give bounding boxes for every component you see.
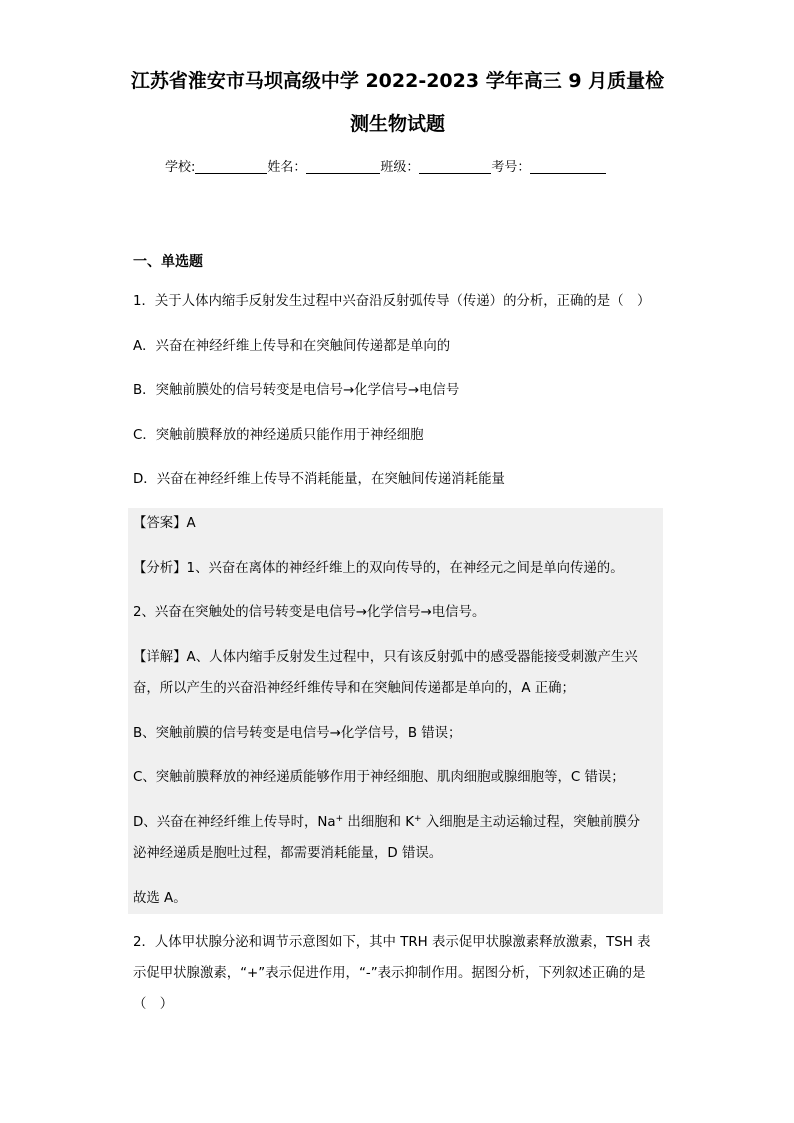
class-blank <box>419 158 491 174</box>
question-1-conclusion: 故选 A。 <box>133 891 187 906</box>
exam-number-blank <box>530 158 606 174</box>
question-1-detail-a-line2: 奋，所以产生的兴奋沿神经纤维传导和在突触间传递都是单向的，A 正确； <box>133 681 575 696</box>
question-1-answer: 【答案】A <box>133 516 196 531</box>
question-2-stem-line1: 2．人体甲状腺分泌和调节示意图如下，其中 TRH 表示促甲状腺激素释放激素，TSH 表 <box>133 935 651 950</box>
question-1-option-a: A．兴奋在神经纤维上传导和在突触间传递都是单向的 <box>133 339 451 354</box>
detail-d-text-2: 出细胞和 K <box>343 815 415 830</box>
question-1-detail-d-line2: 泌神经递质是胞吐过程，都需要消耗能量，D 错误。 <box>133 846 443 861</box>
k-superscript: + <box>414 814 422 824</box>
exam-title-line2: 测生物试题 <box>349 113 445 135</box>
question-1-detail-d-line1 <box>133 813 640 833</box>
na-superscript: + <box>335 814 344 824</box>
question-1-detail-c: C、突触前膜释放的神经递质能够作用于神经细胞、肌肉细胞或腺细胞等，C 错误； <box>133 770 625 785</box>
detail-d-text-1: D、兴奋在神经纤维上传导时，Na <box>133 815 336 830</box>
school-label: 学校: <box>165 160 196 175</box>
question-1-option-b: B．突触前膜处的信号转变是电信号→化学信号→电信号 <box>133 383 460 398</box>
name-blank <box>306 158 380 174</box>
exam-number-label: 考号： <box>491 160 531 175</box>
name-label: 姓名： <box>267 160 307 175</box>
question-2-stem-line3: （ ） <box>133 997 174 1012</box>
question-1-analysis-1: 【分析】1、兴奋在离体的神经纤维上的双向传导的，在神经元之间是单向传递的。 <box>133 561 624 576</box>
question-1-detail-b: B、突触前膜的信号转变是电信号→化学信号，B 错误； <box>133 726 462 741</box>
question-1-option-c: C．突触前膜释放的神经递质只能作用于神经细胞 <box>133 428 424 443</box>
class-label: 班级： <box>380 160 420 175</box>
school-blank <box>195 158 267 174</box>
question-1-option-d: D．兴奋在神经纤维上传导不消耗能量，在突触间传递消耗能量 <box>133 472 505 487</box>
question-1-analysis-2: 2、兴奋在突触处的信号转变是电信号→化学信号→电信号。 <box>133 605 486 620</box>
detail-d-text-3: 入细胞是主动运输过程，突触前膜分 <box>421 815 641 830</box>
exam-title-line1: 江苏省淮安市马坝高级中学 2022-2023 学年高三 9 月质量检 <box>130 70 665 92</box>
question-1-detail-a-line1: 【详解】A、人体内缩手反射发生过程中，只有该反射弧中的感受器能接受刺激产生兴 <box>133 650 638 665</box>
question-2-stem-line2: 示促甲状腺激素，“+”表示促进作用，“-”表示抑制作用。据图分析，下列叙述正确的是 <box>133 966 646 981</box>
question-1-stem: 1．关于人体内缩手反射发生过程中兴奋沿反射弧传导（传递）的分析，正确的是（ ） <box>133 294 651 309</box>
student-info-line <box>165 158 606 178</box>
section-heading-single-choice: 一、单选题 <box>133 254 203 270</box>
